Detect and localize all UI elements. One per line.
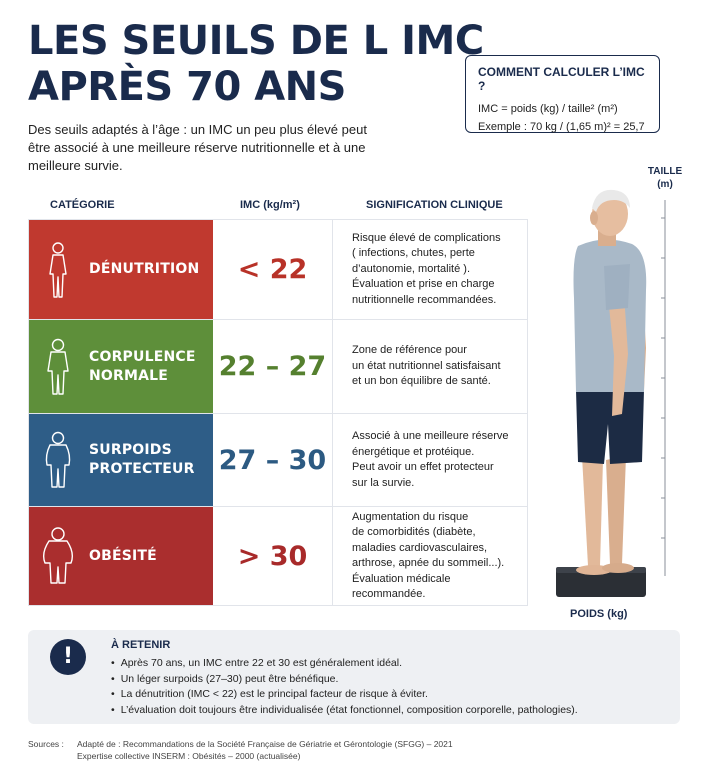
calc-formula: IMC = poids (kg) / taille² (m²) [478,103,618,115]
imc-value: 27 – 30 [213,414,333,506]
table-row [28,320,528,414]
key-takeaways-box [28,630,680,724]
category-label: OBÉSITÉ [89,547,157,564]
category-cell [29,414,213,506]
category-cell [29,320,213,413]
normal-person-icon [41,338,75,396]
column-header-meaning: SIGNIFICATION CLINIQUE [366,199,503,211]
title-line-1: LES SEUILS DE L IMC [28,18,484,64]
list-item: • Un léger surpoids (27–30) peut être bénéfique. [111,672,578,688]
takeaways-title: À RETENIR [111,639,171,651]
column-header-imc: IMC (kg/m²) [240,199,300,211]
imc-value: 22 – 27 [213,320,333,413]
elderly-man-on-scale-illustration [548,178,698,608]
height-label: TAILLE (m) [647,166,683,190]
sources-label: Sources : [28,739,64,749]
thin-person-icon [41,241,75,299]
list-item: • Après 70 ans, un IMC entre 22 et 30 est généralement idéal. [111,656,578,672]
overweight-person-icon [41,431,75,489]
page-title [28,18,484,110]
source-line: Expertise collective INSERM : Obésités – 2000 (actualisée) [77,751,301,761]
imc-value: < 22 [213,220,333,319]
source-line: Adapté de : Recommandations de la Société Française de Gériatrie et Gérontologie (SFGG) – 2021 [77,739,453,749]
list-item: • La dénutrition (IMC < 22) est le principal facteur de risque à éviter. [111,687,578,703]
clinical-meaning: Associé à une meilleure réserve énergétique et protéique. Peut avoir un effet protecteur sur la survie. [352,430,509,489]
category-label: SURPOIDS PROTECTEUR [89,442,195,477]
category-cell [29,507,213,605]
category-cell [29,220,213,319]
table-row [28,507,528,606]
intro-text: Des seuils adaptés à l’âge : un IMC un peu plus élevé peut être associé à une meilleure réserve nutritionnelle et à une meilleure survie. [28,122,367,173]
bmi-thresholds-table [28,219,528,606]
calc-example: Exemple : 70 kg / (1,65 m)² = 25,7 [478,121,645,133]
imc-value: > 30 [213,507,333,605]
calc-box-title: COMMENT CALCULER L’IMC ? [478,65,645,93]
clinical-meaning: Augmentation du risque de comorbidités (diabète, maladies cardiovasculaires, arthrose, apnée du sommeil...). Évaluation médicale recommandée. [352,510,505,600]
list-item: • L’évaluation doit toujours être individualisée (état fonctionnel, composition corporelle, pathologies). [111,703,578,719]
category-label: CORPULENCE NORMALE [89,348,196,384]
bmi-calculation-box [465,55,660,133]
takeaways-list [111,656,578,718]
table-row [28,414,528,507]
obese-person-icon [41,527,75,585]
weight-label: POIDS (kg) [570,608,628,620]
clinical-meaning: Risque élevé de complications ( infections, chutes, perte d’autonomie, mortalité ). Évaluation et prise en charge nutritionnelle recommandées. [352,231,501,306]
category-label: DÉNUTRITION [89,261,200,277]
clinical-meaning: Zone de référence pour un état nutritionnel satisfaisant et un bon équilibre de santé. [352,344,501,388]
table-row [28,219,528,320]
title-line-2: APRÈS 70 ANS [28,64,346,110]
column-header-category: CATÉGORIE [50,199,115,211]
exclamation-icon: ! [50,639,86,675]
